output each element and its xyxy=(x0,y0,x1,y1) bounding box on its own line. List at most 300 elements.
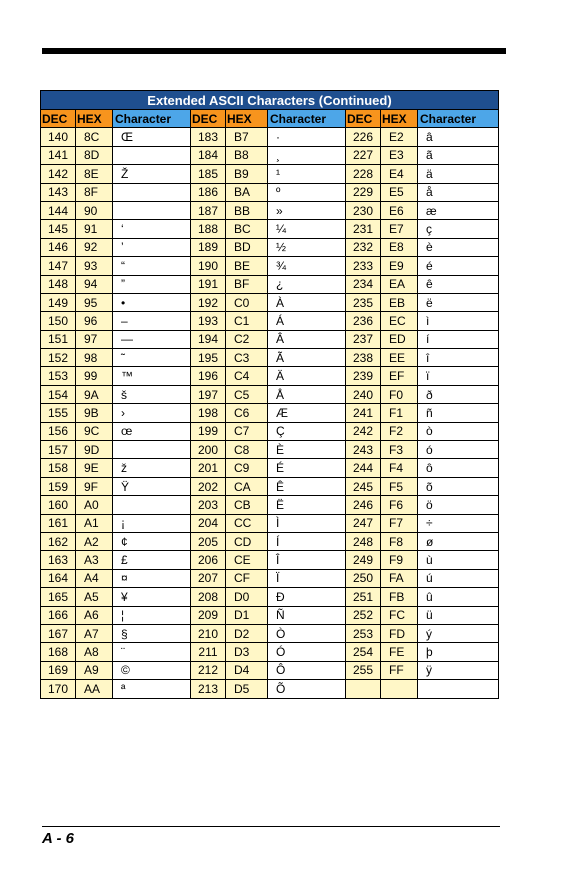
dec-cell: 193 xyxy=(191,312,226,330)
table-row xyxy=(41,275,499,293)
dec-cell: 192 xyxy=(191,293,226,311)
character-cell: ¡ xyxy=(113,514,191,532)
hex-cell: ED xyxy=(381,330,418,348)
character-cell: ÿ xyxy=(418,661,499,679)
dec-cell: 170 xyxy=(41,680,76,698)
character-cell: ¼ xyxy=(268,220,346,238)
table-row xyxy=(41,496,499,514)
column-header-dec: DEC xyxy=(191,110,226,128)
character-cell: Ž xyxy=(113,165,191,183)
hex-cell: C1 xyxy=(226,312,268,330)
dec-cell: 200 xyxy=(191,441,226,459)
dec-cell xyxy=(346,680,381,698)
character-cell: Ñ xyxy=(268,606,346,624)
hex-cell: F1 xyxy=(381,404,418,422)
hex-cell: C8 xyxy=(226,441,268,459)
character-cell: ñ xyxy=(418,404,499,422)
hex-cell: A7 xyxy=(76,624,113,642)
table-row xyxy=(41,532,499,550)
character-cell: Ê xyxy=(268,477,346,495)
hex-cell: FB xyxy=(381,588,418,606)
character-cell: — xyxy=(113,330,191,348)
dec-cell: 251 xyxy=(346,588,381,606)
hex-cell: 9D xyxy=(76,441,113,459)
dec-cell: 210 xyxy=(191,624,226,642)
hex-cell: CF xyxy=(226,569,268,587)
character-cell: ¹ xyxy=(268,165,346,183)
table-row xyxy=(41,201,499,219)
character-cell: ¸ xyxy=(268,146,346,164)
hex-cell: 98 xyxy=(76,349,113,367)
hex-cell: F7 xyxy=(381,514,418,532)
character-cell: ¨ xyxy=(113,643,191,661)
table-body xyxy=(41,128,499,698)
character-cell: ç xyxy=(418,220,499,238)
hex-cell: F0 xyxy=(381,385,418,403)
hex-cell: EF xyxy=(381,367,418,385)
dec-cell: 190 xyxy=(191,257,226,275)
table-title: Extended ASCII Characters (Continued) xyxy=(41,91,499,110)
dec-cell: 185 xyxy=(191,165,226,183)
dec-cell: 235 xyxy=(346,293,381,311)
dec-cell: 202 xyxy=(191,477,226,495)
dec-cell: 168 xyxy=(41,643,76,661)
dec-cell: 209 xyxy=(191,606,226,624)
hex-cell: A6 xyxy=(76,606,113,624)
dec-cell: 187 xyxy=(191,201,226,219)
hex-cell: BF xyxy=(226,275,268,293)
dec-cell: 150 xyxy=(41,312,76,330)
character-cell: ø xyxy=(418,532,499,550)
character-cell: ¦ xyxy=(113,606,191,624)
hex-cell: E9 xyxy=(381,257,418,275)
dec-cell: 249 xyxy=(346,551,381,569)
hex-cell: FE xyxy=(381,643,418,661)
table-row xyxy=(41,606,499,624)
dec-cell: 255 xyxy=(346,661,381,679)
dec-cell: 204 xyxy=(191,514,226,532)
dec-cell: 232 xyxy=(346,238,381,256)
hex-cell xyxy=(381,680,418,698)
dec-cell: 239 xyxy=(346,367,381,385)
character-cell: ½ xyxy=(268,238,346,256)
hex-cell: F5 xyxy=(381,477,418,495)
table-row xyxy=(41,220,499,238)
character-cell: ¿ xyxy=(268,275,346,293)
dec-cell: 149 xyxy=(41,293,76,311)
character-cell: ” xyxy=(113,275,191,293)
character-cell: ö xyxy=(418,496,499,514)
hex-cell: F2 xyxy=(381,422,418,440)
character-cell: Î xyxy=(268,551,346,569)
extended-ascii-table xyxy=(40,90,499,699)
character-cell: ¥ xyxy=(113,588,191,606)
hex-cell: F9 xyxy=(381,551,418,569)
table-row xyxy=(41,330,499,348)
dec-cell: 191 xyxy=(191,275,226,293)
dec-cell: 158 xyxy=(41,459,76,477)
dec-cell: 226 xyxy=(346,128,381,146)
dec-cell: 186 xyxy=(191,183,226,201)
table-row xyxy=(41,514,499,532)
table-row xyxy=(41,293,499,311)
hex-cell: C9 xyxy=(226,459,268,477)
dec-cell: 146 xyxy=(41,238,76,256)
dec-cell: 229 xyxy=(346,183,381,201)
character-cell: Ò xyxy=(268,624,346,642)
hex-cell: 91 xyxy=(76,220,113,238)
hex-cell: A8 xyxy=(76,643,113,661)
dec-cell: 196 xyxy=(191,367,226,385)
dec-cell: 246 xyxy=(346,496,381,514)
hex-cell: FD xyxy=(381,624,418,642)
dec-cell: 211 xyxy=(191,643,226,661)
column-header-hex: HEX xyxy=(76,110,113,128)
dec-cell: 141 xyxy=(41,146,76,164)
footer-rule xyxy=(42,826,500,827)
character-cell: ù xyxy=(418,551,499,569)
character-cell: ü xyxy=(418,606,499,624)
table-row xyxy=(41,569,499,587)
hex-cell: FF xyxy=(381,661,418,679)
character-cell: Œ xyxy=(113,128,191,146)
character-cell: Ã xyxy=(268,349,346,367)
character-cell: Ì xyxy=(268,514,346,532)
hex-cell: E4 xyxy=(381,165,418,183)
hex-cell: CE xyxy=(226,551,268,569)
dec-cell: 238 xyxy=(346,349,381,367)
hex-cell: C5 xyxy=(226,385,268,403)
character-cell: Ë xyxy=(268,496,346,514)
dec-cell: 253 xyxy=(346,624,381,642)
dec-cell: 140 xyxy=(41,128,76,146)
hex-cell: D3 xyxy=(226,643,268,661)
hex-cell: E2 xyxy=(381,128,418,146)
dec-cell: 201 xyxy=(191,459,226,477)
table-row xyxy=(41,624,499,642)
table-row xyxy=(41,551,499,569)
dec-cell: 252 xyxy=(346,606,381,624)
table-row xyxy=(41,238,499,256)
character-cell: î xyxy=(418,349,499,367)
character-cell: ó xyxy=(418,441,499,459)
character-cell: ˜ xyxy=(113,349,191,367)
hex-cell: D2 xyxy=(226,624,268,642)
table-row xyxy=(41,385,499,403)
hex-cell: 94 xyxy=(76,275,113,293)
hex-cell: 9B xyxy=(76,404,113,422)
hex-cell: 96 xyxy=(76,312,113,330)
character-cell: Ó xyxy=(268,643,346,661)
character-cell: œ xyxy=(113,422,191,440)
hex-cell: A5 xyxy=(76,588,113,606)
dec-cell: 183 xyxy=(191,128,226,146)
dec-cell: 227 xyxy=(346,146,381,164)
table-row xyxy=(41,257,499,275)
hex-cell: 9A xyxy=(76,385,113,403)
character-cell: Å xyxy=(268,385,346,403)
character-cell: “ xyxy=(113,257,191,275)
character-cell: ð xyxy=(418,385,499,403)
character-cell xyxy=(418,680,499,698)
dec-cell: 194 xyxy=(191,330,226,348)
table-row xyxy=(41,367,499,385)
hex-cell: C4 xyxy=(226,367,268,385)
table-row xyxy=(41,441,499,459)
dec-cell: 242 xyxy=(346,422,381,440)
dec-cell: 245 xyxy=(346,477,381,495)
table-row xyxy=(41,128,499,146)
dec-cell: 247 xyxy=(346,514,381,532)
character-cell xyxy=(113,441,191,459)
table-row xyxy=(41,459,499,477)
dec-cell: 157 xyxy=(41,441,76,459)
character-cell: – xyxy=(113,312,191,330)
dec-cell: 165 xyxy=(41,588,76,606)
hex-cell: BA xyxy=(226,183,268,201)
character-cell xyxy=(113,146,191,164)
hex-cell: C2 xyxy=(226,330,268,348)
dec-cell: 142 xyxy=(41,165,76,183)
hex-cell: 90 xyxy=(76,201,113,219)
character-cell: ¾ xyxy=(268,257,346,275)
character-cell: ™ xyxy=(113,367,191,385)
hex-cell: A1 xyxy=(76,514,113,532)
dec-cell: 156 xyxy=(41,422,76,440)
dec-cell: 207 xyxy=(191,569,226,587)
dec-cell: 205 xyxy=(191,532,226,550)
character-cell: ú xyxy=(418,569,499,587)
dec-cell: 208 xyxy=(191,588,226,606)
dec-cell: 148 xyxy=(41,275,76,293)
hex-cell: B7 xyxy=(226,128,268,146)
character-cell: • xyxy=(113,293,191,311)
character-cell: » xyxy=(268,201,346,219)
character-cell: ž xyxy=(113,459,191,477)
character-cell: å xyxy=(418,183,499,201)
dec-cell: 243 xyxy=(346,441,381,459)
hex-cell: E3 xyxy=(381,146,418,164)
hex-cell: 8C xyxy=(76,128,113,146)
dec-cell: 199 xyxy=(191,422,226,440)
character-cell xyxy=(113,183,191,201)
character-cell: þ xyxy=(418,643,499,661)
hex-cell: 95 xyxy=(76,293,113,311)
dec-cell: 241 xyxy=(346,404,381,422)
dec-cell: 197 xyxy=(191,385,226,403)
hex-cell: E8 xyxy=(381,238,418,256)
hex-cell: 8E xyxy=(76,165,113,183)
character-cell: Á xyxy=(268,312,346,330)
character-cell: ì xyxy=(418,312,499,330)
dec-cell: 184 xyxy=(191,146,226,164)
character-cell: è xyxy=(418,238,499,256)
hex-cell: FA xyxy=(381,569,418,587)
dec-cell: 154 xyxy=(41,385,76,403)
hex-cell: B9 xyxy=(226,165,268,183)
character-cell: ’ xyxy=(113,238,191,256)
dec-cell: 237 xyxy=(346,330,381,348)
hex-cell: E7 xyxy=(381,220,418,238)
dec-cell: 230 xyxy=(346,201,381,219)
character-cell: Ä xyxy=(268,367,346,385)
hex-cell: CA xyxy=(226,477,268,495)
column-header-dec: DEC xyxy=(346,110,381,128)
character-cell: À xyxy=(268,293,346,311)
dec-cell: 189 xyxy=(191,238,226,256)
hex-cell: B8 xyxy=(226,146,268,164)
table-row xyxy=(41,643,499,661)
character-cell: ¢ xyxy=(113,532,191,550)
hex-cell: C0 xyxy=(226,293,268,311)
table-row xyxy=(41,183,499,201)
character-cell: © xyxy=(113,661,191,679)
dec-cell: 155 xyxy=(41,404,76,422)
character-cell: â xyxy=(418,128,499,146)
dec-cell: 159 xyxy=(41,477,76,495)
character-cell xyxy=(113,496,191,514)
character-cell: õ xyxy=(418,477,499,495)
hex-cell: AA xyxy=(76,680,113,698)
hex-cell: 99 xyxy=(76,367,113,385)
hex-cell: BB xyxy=(226,201,268,219)
hex-cell: C6 xyxy=(226,404,268,422)
table-row xyxy=(41,312,499,330)
character-cell: É xyxy=(268,459,346,477)
table-row xyxy=(41,588,499,606)
character-cell: Ô xyxy=(268,661,346,679)
table-row xyxy=(41,165,499,183)
character-cell: £ xyxy=(113,551,191,569)
hex-cell: D4 xyxy=(226,661,268,679)
column-header-dec: DEC xyxy=(41,110,76,128)
hex-cell: A3 xyxy=(76,551,113,569)
dec-cell: 145 xyxy=(41,220,76,238)
hex-cell: F6 xyxy=(381,496,418,514)
page-number: A - 6 xyxy=(42,830,74,847)
character-cell: Ç xyxy=(268,422,346,440)
dec-cell: 236 xyxy=(346,312,381,330)
dec-cell: 240 xyxy=(346,385,381,403)
table-row xyxy=(41,661,499,679)
character-cell: Õ xyxy=(268,680,346,698)
character-cell: û xyxy=(418,588,499,606)
dec-cell: 169 xyxy=(41,661,76,679)
hex-cell: 93 xyxy=(76,257,113,275)
hex-cell: CB xyxy=(226,496,268,514)
hex-cell: C7 xyxy=(226,422,268,440)
dec-cell: 163 xyxy=(41,551,76,569)
table-row xyxy=(41,477,499,495)
character-cell: ¤ xyxy=(113,569,191,587)
character-cell: Â xyxy=(268,330,346,348)
dec-cell: 144 xyxy=(41,201,76,219)
dec-cell: 244 xyxy=(346,459,381,477)
hex-cell: 9C xyxy=(76,422,113,440)
dec-cell: 164 xyxy=(41,569,76,587)
dec-cell: 147 xyxy=(41,257,76,275)
column-header-hex: HEX xyxy=(226,110,268,128)
hex-cell: D0 xyxy=(226,588,268,606)
hex-cell: F8 xyxy=(381,532,418,550)
hex-cell: F4 xyxy=(381,459,418,477)
dec-cell: 228 xyxy=(346,165,381,183)
dec-cell: 160 xyxy=(41,496,76,514)
character-cell: È xyxy=(268,441,346,459)
character-cell: Ð xyxy=(268,588,346,606)
top-rule xyxy=(42,48,506,54)
hex-cell: BE xyxy=(226,257,268,275)
hex-cell: A4 xyxy=(76,569,113,587)
hex-cell: EA xyxy=(381,275,418,293)
hex-cell: BD xyxy=(226,238,268,256)
character-cell: æ xyxy=(418,201,499,219)
character-cell: ô xyxy=(418,459,499,477)
dec-cell: 254 xyxy=(346,643,381,661)
hex-cell: D5 xyxy=(226,680,268,698)
dec-cell: 162 xyxy=(41,532,76,550)
column-header-character: Character xyxy=(113,110,191,128)
dec-cell: 188 xyxy=(191,220,226,238)
character-cell: Ÿ xyxy=(113,477,191,495)
hex-cell: A2 xyxy=(76,532,113,550)
hex-cell: 9F xyxy=(76,477,113,495)
character-cell: Æ xyxy=(268,404,346,422)
dec-cell: 198 xyxy=(191,404,226,422)
hex-cell: E6 xyxy=(381,201,418,219)
hex-cell: 8F xyxy=(76,183,113,201)
dec-cell: 161 xyxy=(41,514,76,532)
dec-cell: 152 xyxy=(41,349,76,367)
character-cell: § xyxy=(113,624,191,642)
character-cell: ò xyxy=(418,422,499,440)
character-cell: ï xyxy=(418,367,499,385)
character-cell: › xyxy=(113,404,191,422)
character-cell: º xyxy=(268,183,346,201)
dec-cell: 231 xyxy=(346,220,381,238)
character-cell: ª xyxy=(113,680,191,698)
character-cell: Í xyxy=(268,532,346,550)
character-cell: ý xyxy=(418,624,499,642)
character-cell: ã xyxy=(418,146,499,164)
character-cell: Ï xyxy=(268,569,346,587)
column-header-character: Character xyxy=(418,110,499,128)
hex-cell: A9 xyxy=(76,661,113,679)
dec-cell: 250 xyxy=(346,569,381,587)
dec-cell: 212 xyxy=(191,661,226,679)
character-cell: ë xyxy=(418,293,499,311)
dec-cell: 195 xyxy=(191,349,226,367)
character-cell: ÷ xyxy=(418,514,499,532)
hex-cell: CD xyxy=(226,532,268,550)
character-cell: ê xyxy=(418,275,499,293)
table-row xyxy=(41,349,499,367)
hex-cell: D1 xyxy=(226,606,268,624)
hex-cell: BC xyxy=(226,220,268,238)
hex-cell: A0 xyxy=(76,496,113,514)
table-row xyxy=(41,404,499,422)
dec-cell: 151 xyxy=(41,330,76,348)
table-row xyxy=(41,680,499,698)
hex-cell: EC xyxy=(381,312,418,330)
character-cell xyxy=(113,201,191,219)
hex-cell: EE xyxy=(381,349,418,367)
hex-cell: 97 xyxy=(76,330,113,348)
character-cell: é xyxy=(418,257,499,275)
table-row xyxy=(41,146,499,164)
hex-cell: C3 xyxy=(226,349,268,367)
column-header-hex: HEX xyxy=(381,110,418,128)
